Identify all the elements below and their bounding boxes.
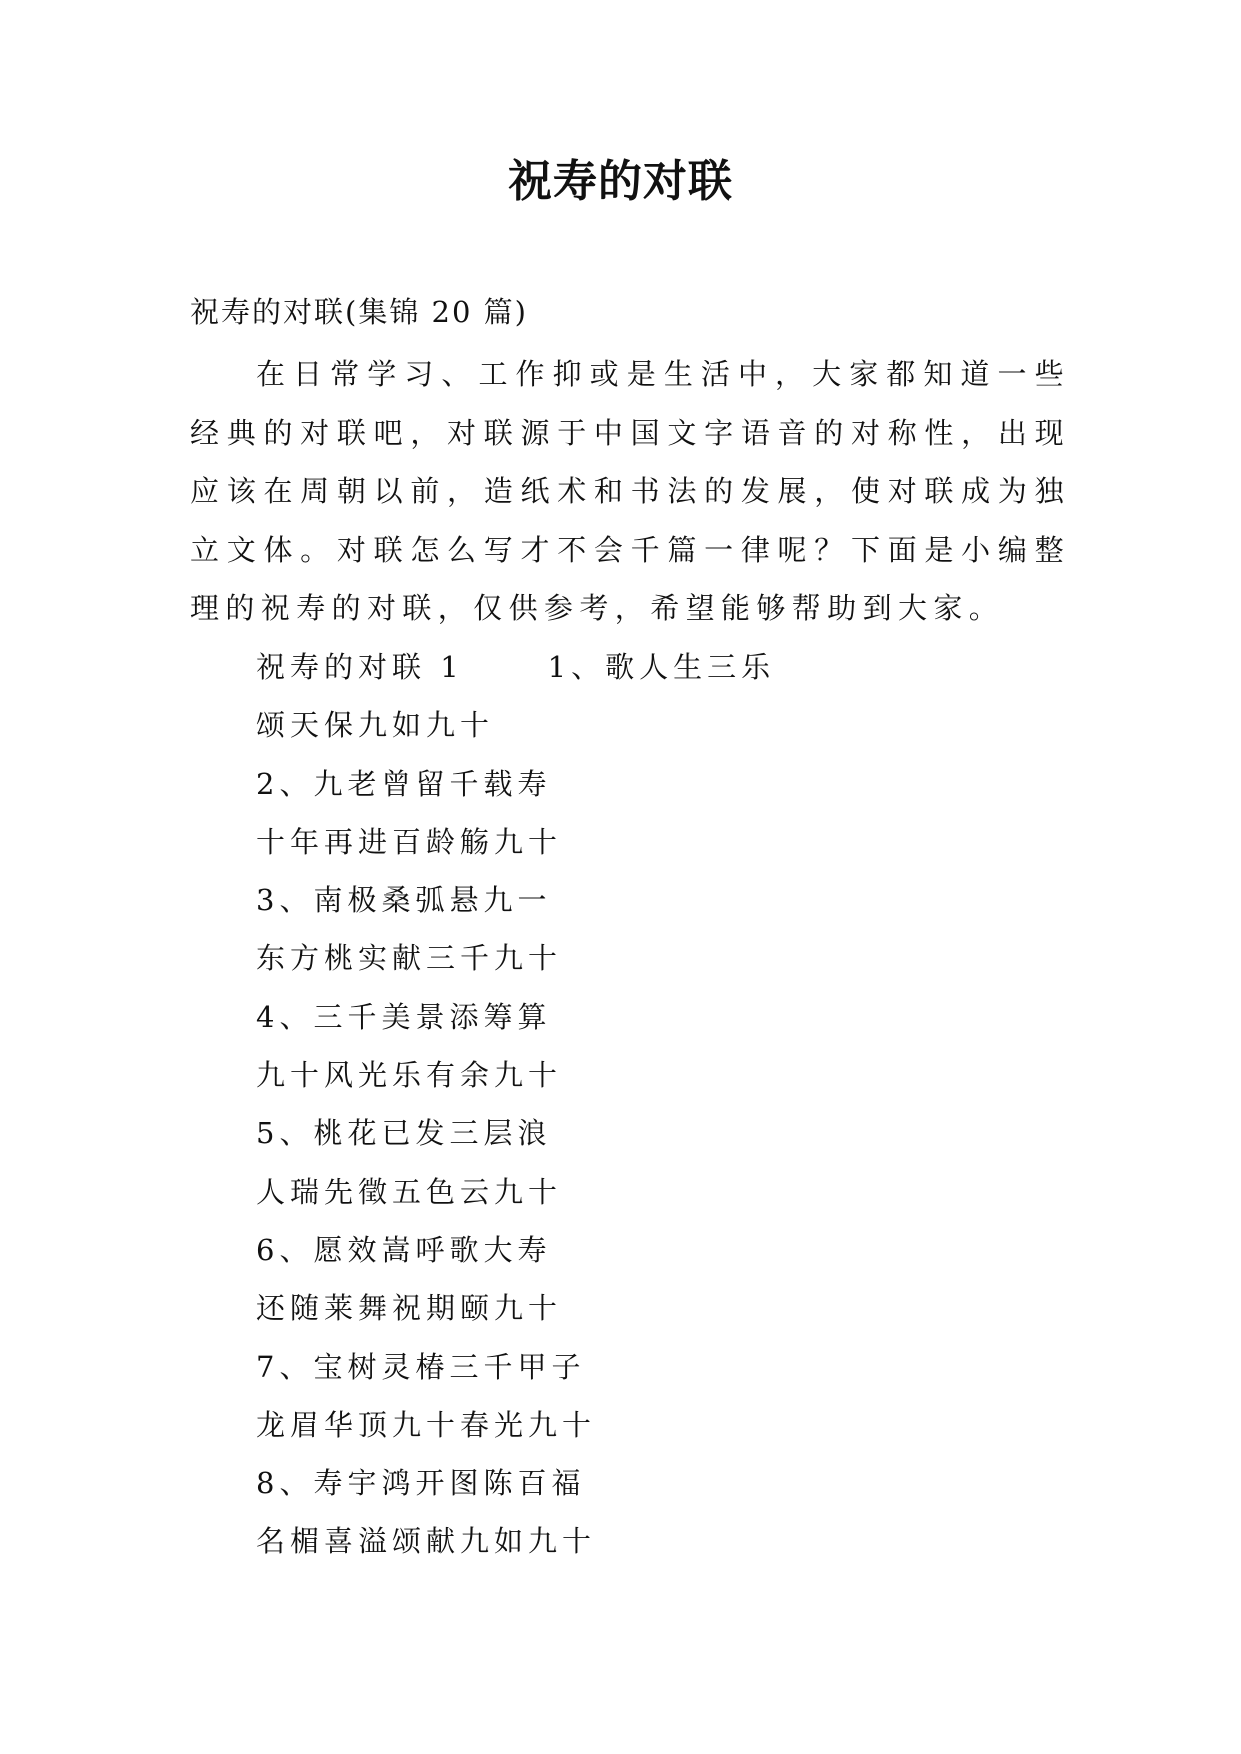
couplet-line: 6、愿效嵩呼歌大寿 xyxy=(256,1232,552,1267)
couplet-line: 人瑞先徵五色云九十 xyxy=(256,1174,563,1209)
document-subtitle: 祝寿的对联(集锦 20 篇) xyxy=(190,295,528,329)
document-title: 祝寿的对联 xyxy=(508,156,733,207)
couplet-line: 九十风光乐有余九十 xyxy=(256,1058,563,1093)
couplet-line: 4、三千美景添筹算 xyxy=(256,999,552,1034)
couplet-line: 2、九老曾留千载寿 xyxy=(256,766,552,801)
intro-paragraph: 在日常学习、工作抑或是生活中，大家都知道一些经典的对联吧，对联源于中国文字语音的对称性，出现应该在周朝以前，造纸术和书法的发展，使对联成为独立文体。对联怎么写才不会千篇一律呢？下面是小编整理的祝寿的对联，仅供参考，希望能够帮助到大家。 xyxy=(190,357,1070,625)
couplet-line: 1、歌人生三乐 xyxy=(547,650,776,684)
couplet-line: 名楣喜溢颂献九如九十 xyxy=(256,1524,597,1559)
couplet-line: 5、桃花已发三层浪 xyxy=(256,1116,552,1151)
couplet-line: 还随莱舞祝期颐九十 xyxy=(256,1291,563,1326)
couplet-line: 3、南极桑弧悬九一 xyxy=(256,883,552,918)
section-heading: 祝寿的对联 1 xyxy=(256,650,464,684)
couplet-line: 7、宝树灵椿三千甲子 xyxy=(256,1349,586,1384)
couplet-list xyxy=(256,638,775,1571)
couplet-line: 东方桃实献三千九十 xyxy=(256,941,563,976)
couplet-line-first xyxy=(256,638,775,696)
couplet-line: 龙眉华顶九十春光九十 xyxy=(256,1407,597,1442)
couplet-line: 颂天保九如九十 xyxy=(256,708,495,743)
couplet-line: 十年再进百龄觞九十 xyxy=(256,824,563,859)
couplet-line: 8、寿宇鸿开图陈百福 xyxy=(256,1466,586,1501)
